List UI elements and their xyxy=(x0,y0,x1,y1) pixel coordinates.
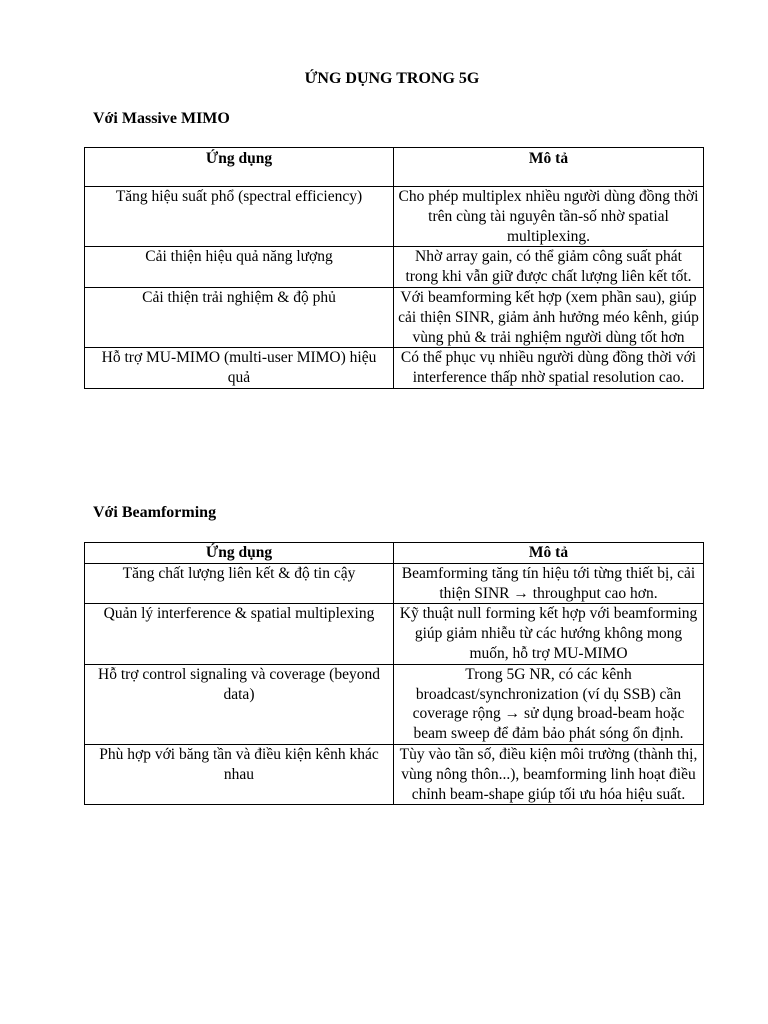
massive-mimo-table xyxy=(84,147,704,389)
application-cell: Hỗ trợ control signaling và coverage (beyond data) xyxy=(85,664,394,744)
section-heading-beamforming: Với Beamforming xyxy=(93,504,217,521)
table-row xyxy=(85,287,704,347)
table-row xyxy=(85,247,704,288)
description-cell: Kỹ thuật null forming kết hợp với beamforming giúp giảm nhiễu từ các hướng không mong muốn, hỗ trợ MU-MIMO xyxy=(394,604,704,664)
document-title: ỨNG DỤNG TRONG 5G xyxy=(304,70,480,87)
description-cell: Trong 5G NR, có các kênh broadcast/synchronization (ví dụ SSB) cần coverage rộng → sử dụng broad-beam hoặc beam sweep để đảm bảo phát sóng ổn định. xyxy=(394,664,704,744)
application-cell: Cải thiện hiệu quả năng lượng xyxy=(85,247,394,288)
description-cell: Có thể phục vụ nhiều người dùng đồng thời với interference thấp nhờ spatial resolution cao. xyxy=(394,348,704,389)
application-cell: Tăng chất lượng liên kết & độ tin cậy xyxy=(85,563,394,604)
description-cell: Tùy vào tần số, điều kiện môi trường (thành thị, vùng nông thôn...), beamforming linh hoạt điều chỉnh beam-shape giúp tối ưu hóa hiệu suất. xyxy=(394,744,704,804)
application-cell: Phù hợp với băng tần và điều kiện kênh khác nhau xyxy=(85,744,394,804)
column-header-application: Ứng dụng xyxy=(85,148,394,187)
application-cell: Cải thiện trải nghiệm & độ phủ xyxy=(85,287,394,347)
description-cell: Với beamforming kết hợp (xem phần sau), giúp cải thiện SINR, giảm ảnh hưởng méo kênh, giúp vùng phủ & trải nghiệm người dùng tốt hơn xyxy=(394,287,704,347)
description-cell: Beamforming tăng tín hiệu tới từng thiết bị, cải thiện SINR → throughput cao hơn. xyxy=(394,563,704,604)
column-header-description: Mô tả xyxy=(394,148,704,187)
application-cell: Tăng hiệu suất phổ (spectral efficiency) xyxy=(85,187,394,247)
table-row xyxy=(85,664,704,744)
table-row xyxy=(85,348,704,389)
table-row xyxy=(85,604,704,664)
table-header-row xyxy=(85,543,704,564)
table-row xyxy=(85,187,704,247)
column-header-description: Mô tả xyxy=(394,543,704,564)
table-row xyxy=(85,563,704,604)
description-cell: Nhờ array gain, có thể giảm công suất phát trong khi vẫn giữ được chất lượng liên kết tốt. xyxy=(394,247,704,288)
section-heading-massive-mimo: Với Massive MIMO xyxy=(93,110,230,127)
application-cell: Hỗ trợ MU-MIMO (multi-user MIMO) hiệu quả xyxy=(85,348,394,389)
beamforming-table xyxy=(84,542,704,805)
application-cell: Quản lý interference & spatial multiplexing xyxy=(85,604,394,664)
table-row xyxy=(85,744,704,804)
column-header-application: Ứng dụng xyxy=(85,543,394,564)
table-header-row xyxy=(85,148,704,187)
description-cell: Cho phép multiplex nhiều người dùng đồng thời trên cùng tài nguyên tần-số nhờ spatial multiplexing. xyxy=(394,187,704,247)
